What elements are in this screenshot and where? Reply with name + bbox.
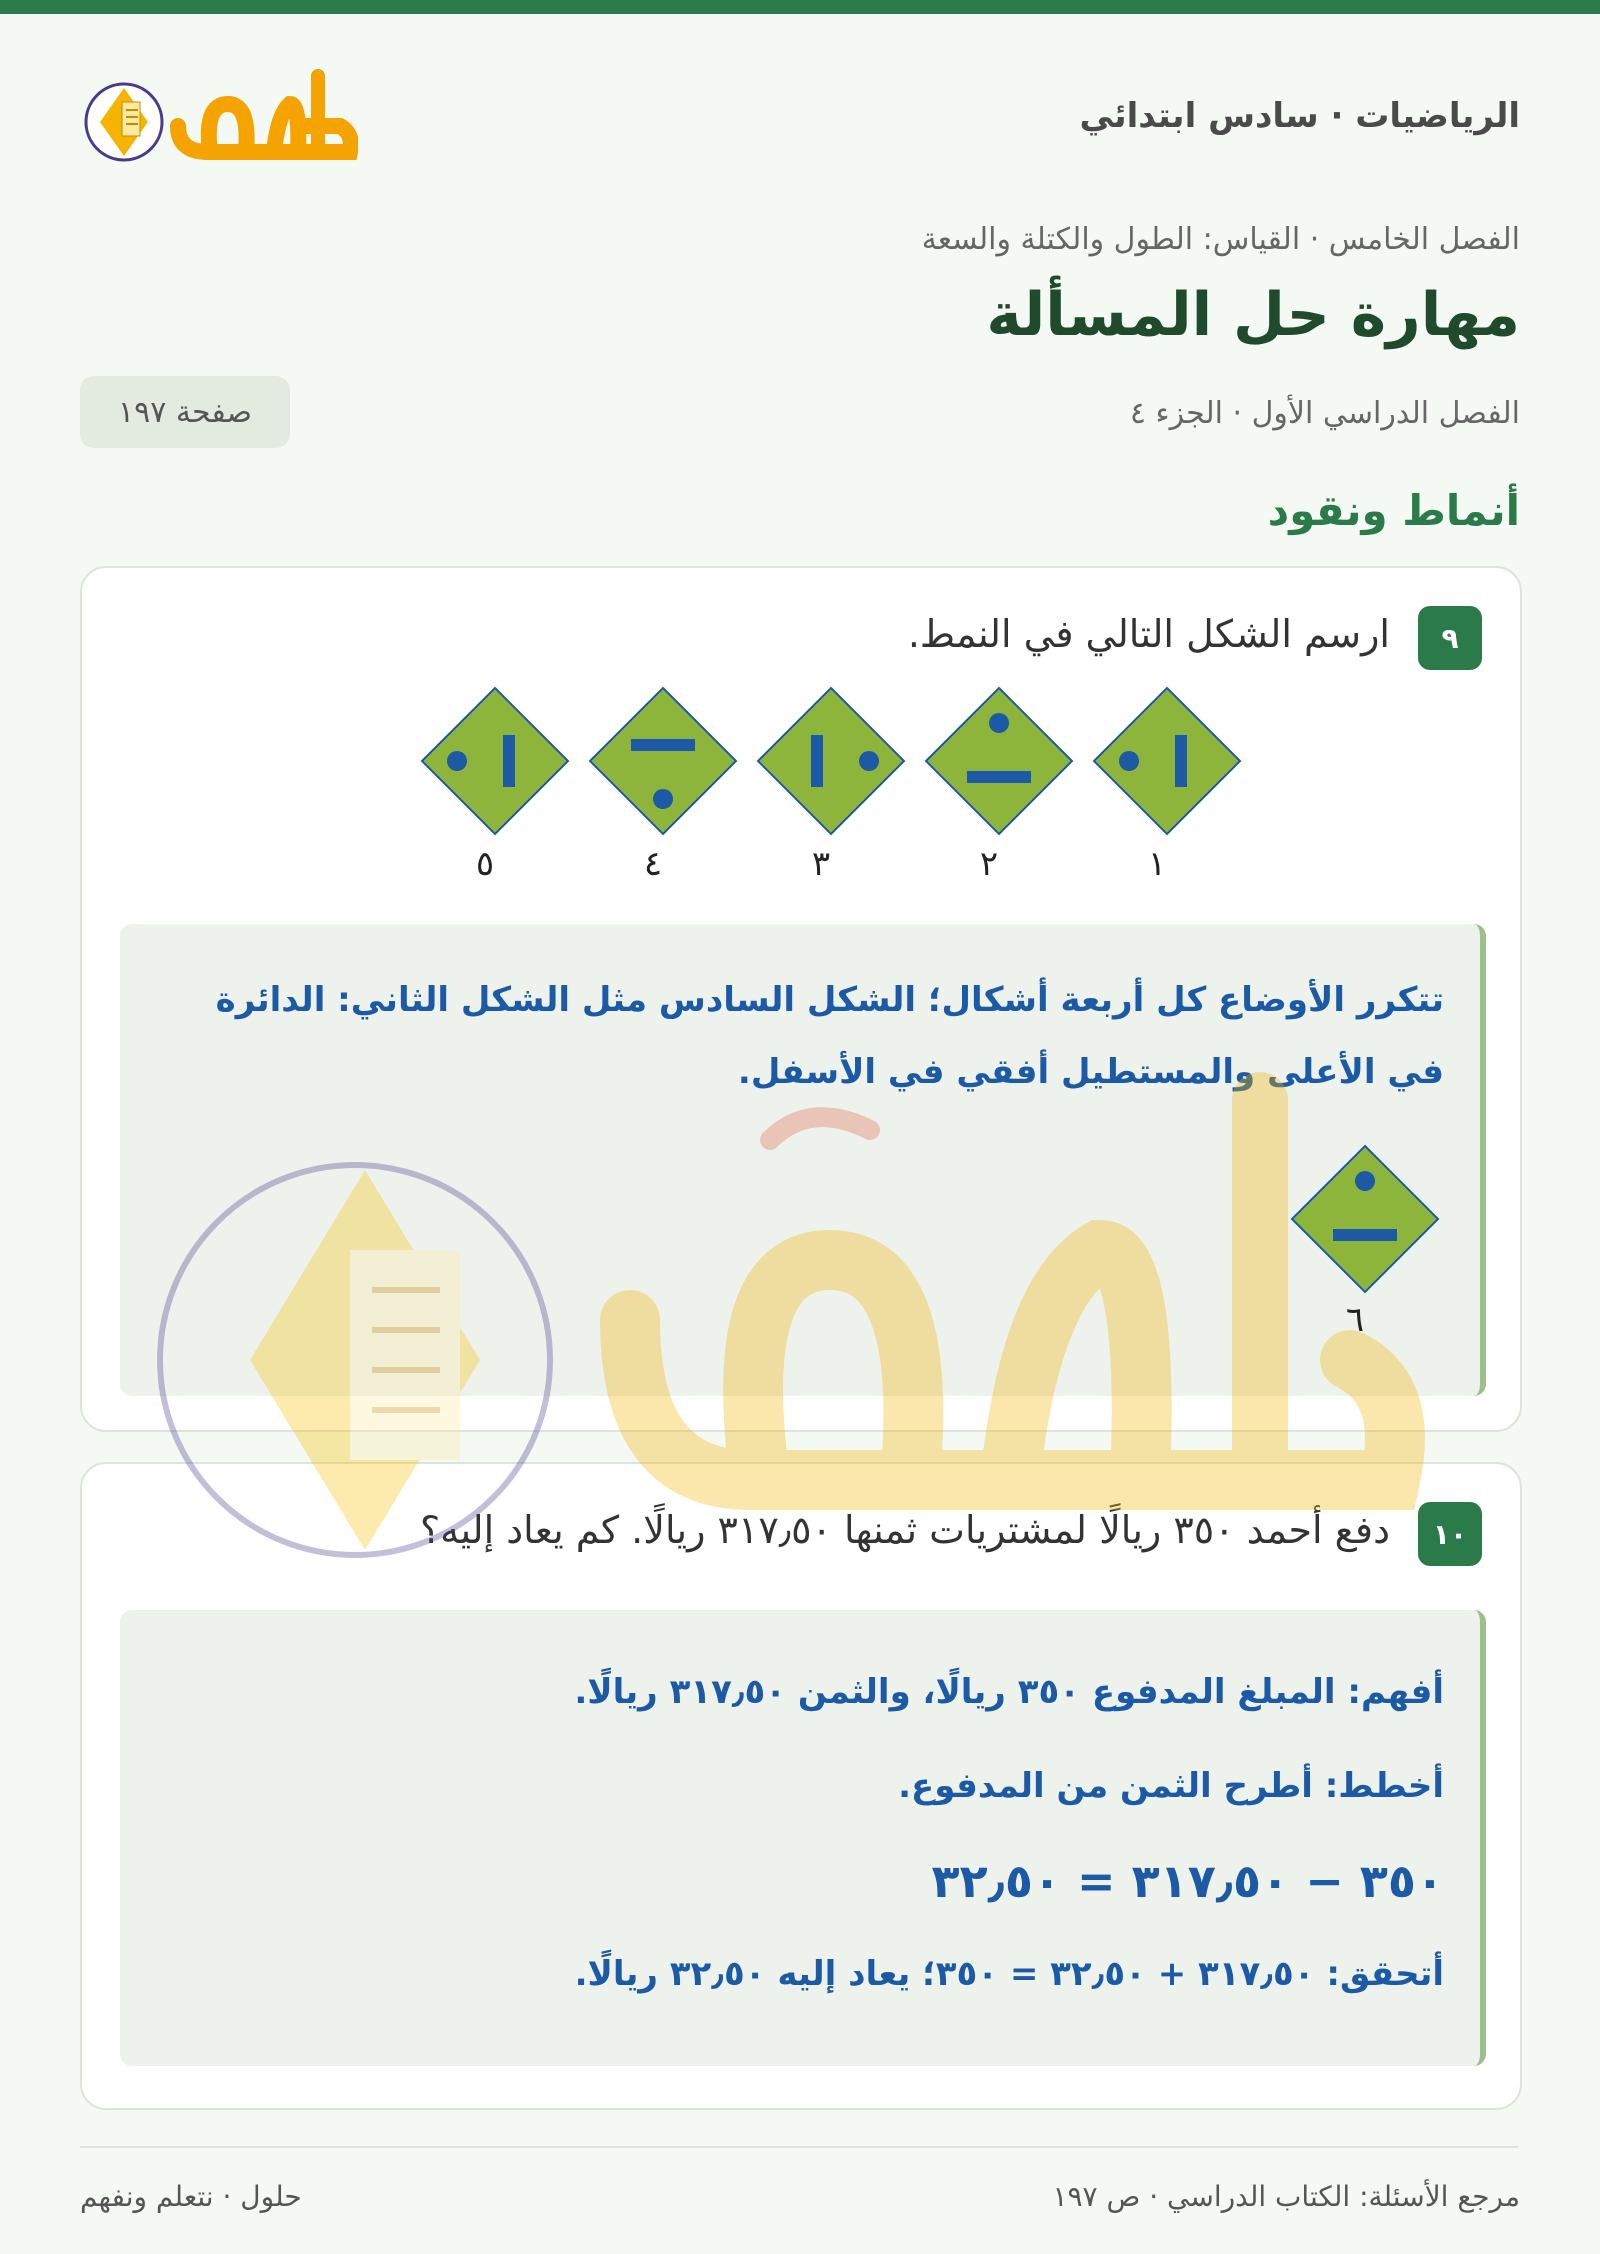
question-card-10 [80, 1462, 1522, 2110]
pattern-shape-label: ٢ [979, 844, 999, 884]
term-label: الفصل الدراسي الأول · الجزء ٤ [1129, 396, 1520, 431]
footer-divider [80, 2146, 1518, 2148]
section-title: أنماط ونقود [1267, 486, 1520, 535]
pattern-shape-label: ١ [1147, 844, 1167, 884]
pattern-shape-6 [1280, 1144, 1440, 1340]
solve-equation: ٣٥٠ − ٣١٧٫٥٠ = ٣٢٫٥٠ [931, 1854, 1444, 1908]
question-text: ارسم الشكل التالي في النمط. [907, 612, 1390, 656]
pattern-shape-5 [410, 686, 570, 884]
pattern-shape-label: ٤ [643, 844, 663, 884]
pattern-shape-label: ٣ [811, 844, 831, 884]
pattern-shape-3 [746, 686, 906, 884]
pattern-shape-label: ٦ [1345, 1300, 1365, 1340]
footer-reference: مرجع الأسئلة: الكتاب الدراسي · ص ١٩٧ [1052, 2180, 1520, 2213]
answer-text-line-1: تتكرر الأوضاع كل أربعة أشكال؛ الشكل السادس مثل الشكل الثاني: الدائرة [215, 980, 1444, 1020]
hulul-logo [78, 64, 358, 180]
pattern-shape-2 [914, 686, 1074, 884]
question-number-badge: ٩ [1418, 606, 1482, 670]
question-text: دفع أحمد ٣٥٠ ريالًا لمشتريات ثمنها ٣١٧٫٥٠ ريالًا. كم يعاد إليه؟ [420, 1508, 1390, 1552]
pattern-shape-label: ٥ [475, 844, 495, 884]
page-title: مهارة حل المسألة [986, 280, 1520, 350]
understand-step: أفهم: المبلغ المدفوع ٣٥٠ ريالًا، والثمن ٣١٧٫٥٠ ريالًا. [574, 1672, 1444, 1712]
answer-box-10 [120, 1610, 1486, 2066]
pattern-shape-1 [1082, 686, 1242, 884]
answer-box-9 [120, 924, 1486, 1396]
page-number-badge: صفحة ١٩٧ [80, 376, 290, 448]
chapter-subtitle: الفصل الخامس · القياس: الطول والكتلة والسعة [921, 222, 1520, 257]
subject-grade-label: الرياضيات · سادس ابتدائي [1079, 96, 1520, 136]
question-number-badge: ١٠ [1418, 1502, 1482, 1566]
plan-step: أخطط: أطرح الثمن من المدفوع. [898, 1766, 1444, 1806]
top-accent-bar [0, 0, 1600, 14]
logo-text: حلول [223, 93, 228, 95]
answer-text-line-2: في الأعلى والمستطيل أفقي في الأسفل. [737, 1052, 1444, 1092]
pattern-shape-4 [578, 686, 738, 884]
footer-brand: حلول · نتعلم ونفهم [80, 2180, 302, 2213]
question-card-9 [80, 566, 1522, 1432]
check-step: أتحقق: ٣١٧٫٥٠ + ٣٢٫٥٠ = ٣٥٠؛ يعاد إليه ٣٢٫٥٠ ريالًا. [574, 1954, 1444, 1994]
